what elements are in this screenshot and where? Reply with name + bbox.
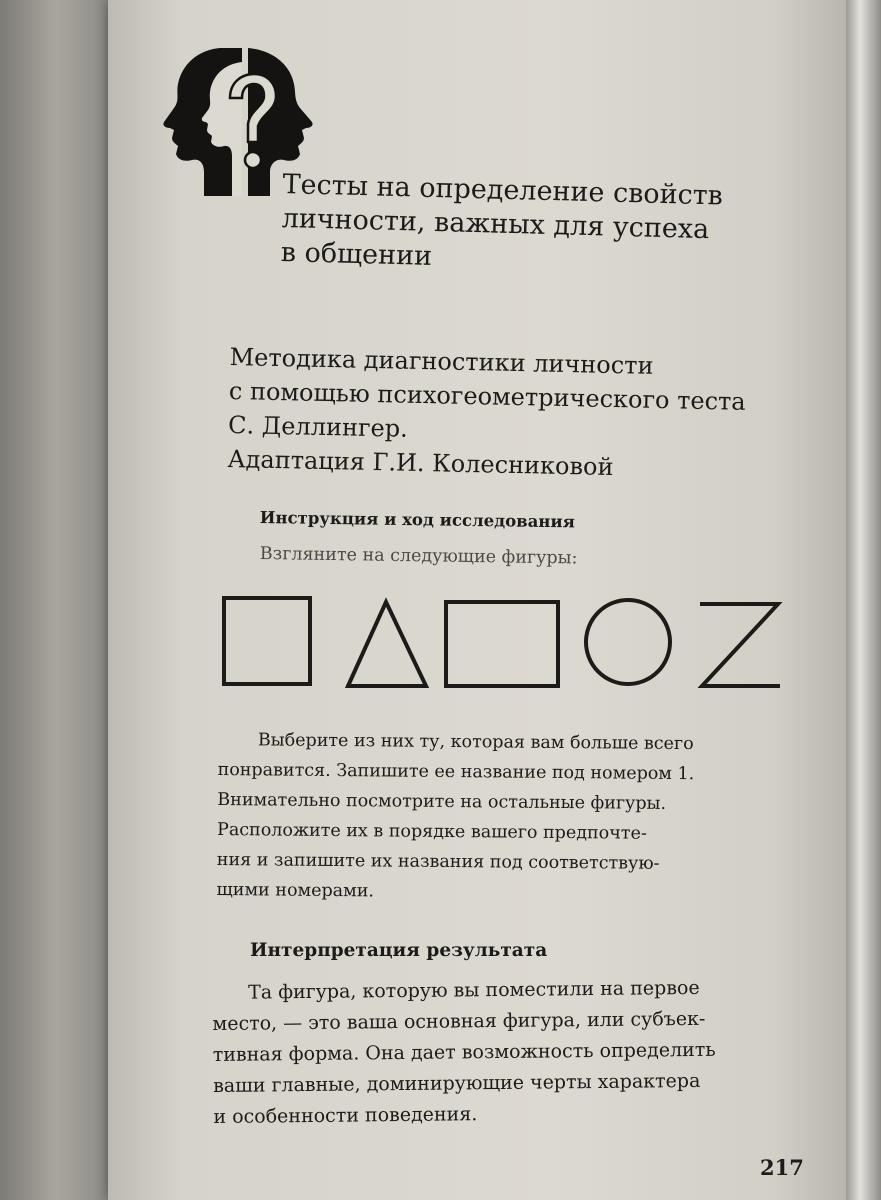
- right-page-edge: [846, 0, 881, 1200]
- method-title-line: с помощью психогеометрического теста: [228, 376, 746, 416]
- chapter-title-line: Тесты на определение свойств: [282, 168, 724, 212]
- text-line: понравится. Запишите ее название под номером 1.: [217, 759, 695, 785]
- text-line: Внимательно посмотрите на остальные фигуры.: [217, 789, 667, 814]
- page-number: 217: [760, 1155, 804, 1180]
- text-line: ния и запишите их названия под соответствую-: [216, 849, 660, 874]
- rectangle-icon: [446, 602, 558, 686]
- triangle-icon: [348, 602, 426, 686]
- text-line: Расположите их в порядке вашего предпочте-: [216, 819, 647, 844]
- text-line: щими номерами.: [216, 879, 375, 902]
- interpretation-paragraph: [212, 972, 794, 1133]
- text-line: место, — это ваша основная фигура, или субъек-: [212, 1007, 706, 1035]
- text-line: тивная форма. Она дает возможность определить: [212, 1038, 716, 1066]
- interpretation-heading: Интерпретация результата: [250, 940, 548, 961]
- method-title-line: Адаптация Г.И. Колесниковой: [227, 444, 614, 482]
- instructions-intro: Взгляните на следующие фигуры:: [259, 544, 578, 569]
- chapter-title: [280, 168, 743, 282]
- square-icon: [224, 598, 310, 684]
- text-line: и особенности поведения.: [213, 1103, 478, 1128]
- method-title-line: Методика диагностики личности: [229, 342, 654, 380]
- book-page: [108, 0, 848, 1200]
- text-line: ваши главные, доминирующие черты характера: [213, 1069, 701, 1097]
- instructions-paragraph: [216, 725, 788, 910]
- chapter-title-line: личности, важных для успеха: [281, 202, 710, 246]
- zigzag-icon: [700, 604, 780, 686]
- chapter-title-line: в общении: [280, 236, 433, 272]
- instructions-heading: Инструкция и ход исследования: [259, 508, 575, 532]
- figures-row: [216, 590, 786, 700]
- circle-icon: [586, 600, 670, 684]
- text-line: Та фигура, которую вы поместили на первое: [248, 976, 700, 1004]
- method-title-line: С. Деллингер.: [227, 410, 409, 443]
- text-line: Выберите из них ту, которая вам больше всего: [257, 730, 694, 755]
- method-title: [227, 340, 750, 487]
